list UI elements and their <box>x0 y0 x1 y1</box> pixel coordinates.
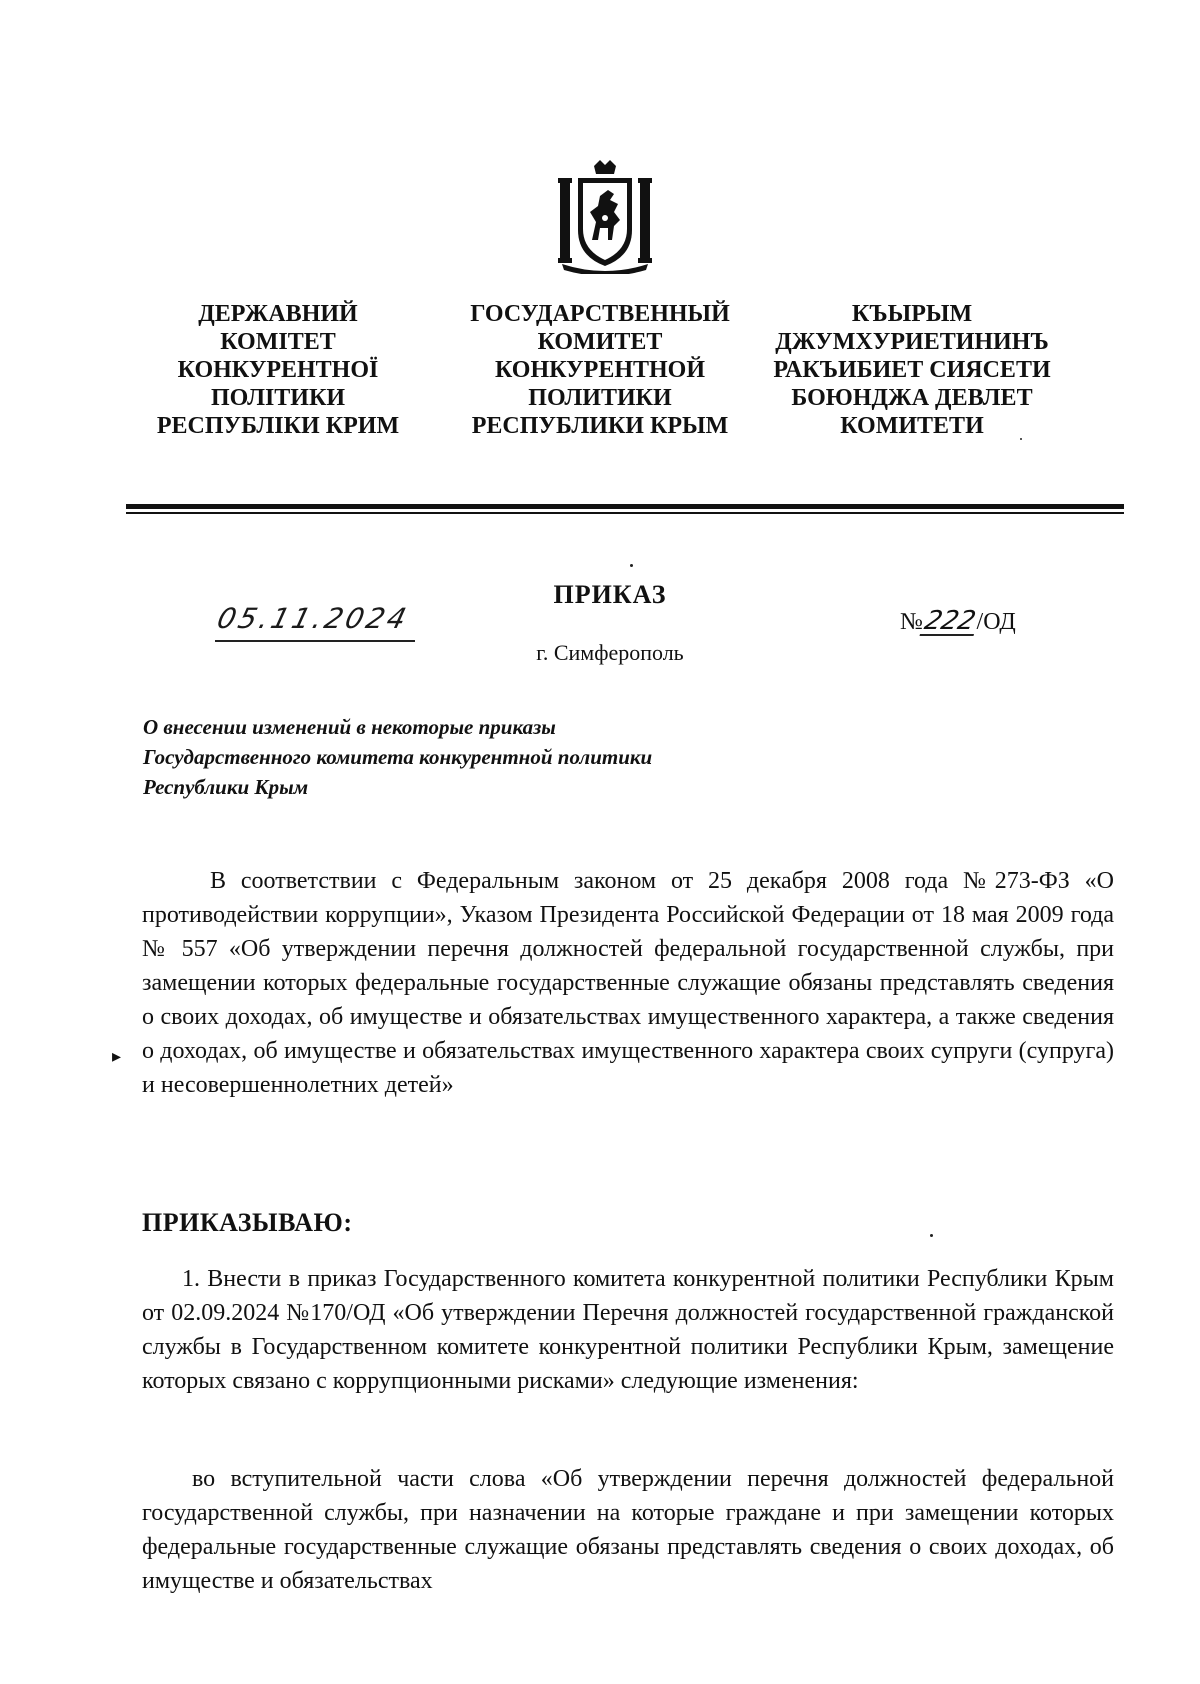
handwritten-number: 222 <box>921 606 979 636</box>
header-line: КОМИТЕТ <box>537 329 663 355</box>
margin-mark-icon: ▸ <box>112 1046 122 1066</box>
header-line: ПОЛІТИКИ <box>210 385 346 411</box>
header-line: РЕСПУБЛИКИ КРЫМ <box>471 413 729 439</box>
date-underline <box>215 640 415 642</box>
header-ukrainian <box>128 300 428 440</box>
scan-speck <box>630 564 633 567</box>
document-number <box>900 608 1016 636</box>
preamble-paragraph: В соответствии с Федеральным законом от 25 декабря 2008 года №273-ФЗ «О противодействии коррупции», Указом Президента Российской Федерации от 18 мая 2009 года № 557 «Об утверждении перечня должностей федеральной государственной службы, при замещении которых федеральные государственные служащие обязаны представлять сведения о своих доходах, об имуществе и обязательствах имущественного характера, а также сведения о доходах, об имуществе и обязательствах имущественного характера своих супруги (супруга) и несовершеннолетних детей» <box>142 868 1114 1098</box>
header-russian <box>450 300 750 440</box>
header-line: РАКЪИБИЕТ СИЯСЕТИ <box>773 357 1051 383</box>
item-1-paragraph: 1. Внести в приказ Государственного комитета конкурентной политики Республики Крым от 02.09.2024 №170/ОД «Об утверждении Перечня должностей государственной гражданской службы в Государственном комитете конкурентной политики Республики Крым, замещение которых связано с коррупционными рисками» следующие изменения: <box>142 1266 1114 1394</box>
decree-heading: ПРИКАЗЫВАЮ: <box>142 1208 353 1237</box>
header-crimean-tatar <box>762 300 1062 440</box>
document-title: ПРИКАЗ <box>553 580 667 609</box>
header-line: РЕСПУБЛІКИ КРИМ <box>156 413 400 439</box>
coat-of-arms-icon <box>556 160 654 274</box>
document-subject: О внесении изменений в некоторые приказы Государственного комитета конкурентной политики Республики Крым <box>143 715 653 799</box>
number-suffix: /ОД <box>976 609 1016 635</box>
header-line: КОНКУРЕНТНОЇ <box>177 357 379 383</box>
header-divider-thick <box>126 504 1124 509</box>
header-line: КЪЫРЫМ <box>851 301 973 327</box>
number-prefix: № <box>900 609 923 635</box>
handwritten-date: 05.11.2024 <box>213 602 413 635</box>
header-line: КОМИТЕТИ <box>840 413 984 439</box>
header-line: КОНКУРЕНТНОЙ <box>494 357 706 383</box>
header-divider-thin <box>126 512 1124 514</box>
scan-speck <box>930 1234 933 1237</box>
document-city: г. Симферополь <box>536 640 684 665</box>
scan-speck <box>1020 438 1022 440</box>
header-line: ДЖУМХУРИЕТИНИНЪ <box>775 329 1049 355</box>
header-line: БОЮНДЖА ДЕВЛЕТ <box>791 385 1033 411</box>
item-1-detail-paragraph: во вступительной части слова «Об утверждении перечня должностей федеральной государственной службы, при назначении на которые граждане и при замещении которых федеральные государственные служащие обязаны представлять сведения о своих доходах, об имуществе и обязательствах <box>142 1466 1114 1594</box>
header-line: ДЕРЖАВНИЙ <box>198 301 358 327</box>
header-line: КОМІТЕТ <box>220 329 336 355</box>
header-line: ПОЛИТИКИ <box>528 385 672 411</box>
header-line: ГОСУДАРСТВЕННЫЙ <box>470 301 730 327</box>
